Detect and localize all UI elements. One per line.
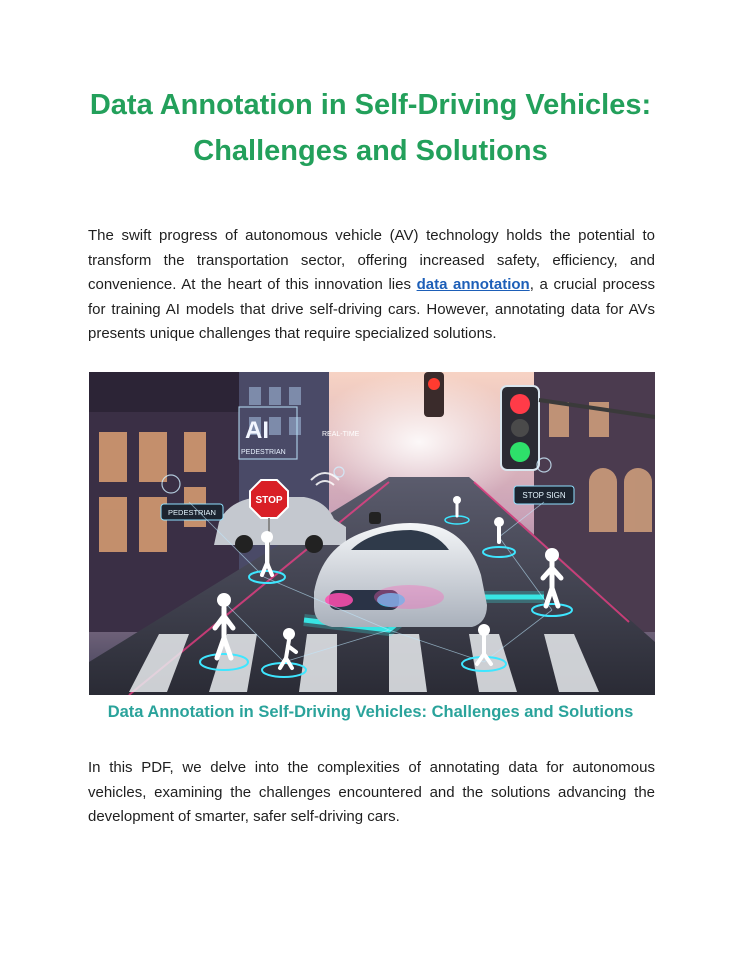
pedestrian-top-label: PEDESTRIAN	[241, 449, 286, 456]
real-time-label: REAL-TIME	[322, 431, 360, 438]
closing-paragraph: In this PDF, we delve into the complexities of annotating data for autonomous vehicles, examining the challenges encountered and the solutions advancing the development of smarter, safer self-driving cars.	[88, 759, 655, 825]
hero-image	[89, 372, 655, 695]
ai-label: AI	[245, 417, 269, 444]
data-annotation-link[interactable]: data annotation	[416, 276, 530, 293]
intro-text-after: , a crucial process for training AI models that drive self-driving cars. However, annotating data for AVs presents unique challenges that require specialized solutions.	[88, 276, 655, 342]
intro-text-before: The swift progress of autonomous vehicle (AV) technology holds the potential to transform the transportation sector, offering increased safety, efficiency, and convenience. At the heart of this innovation lies	[88, 227, 655, 293]
document-title: Data Annotation in Self-Driving Vehicles: Challenges and Solutions	[89, 89, 652, 167]
stop-sign-tag-label: STOP SIGN	[522, 491, 566, 500]
intro-paragraph	[88, 224, 655, 347]
stop-sign-label: STOP	[255, 495, 283, 506]
image-caption: Data Annotation in Self-Driving Vehicles: Challenges and Solutions	[107, 703, 634, 721]
pedestrian-side-label: PEDESTRIAN	[168, 508, 216, 517]
